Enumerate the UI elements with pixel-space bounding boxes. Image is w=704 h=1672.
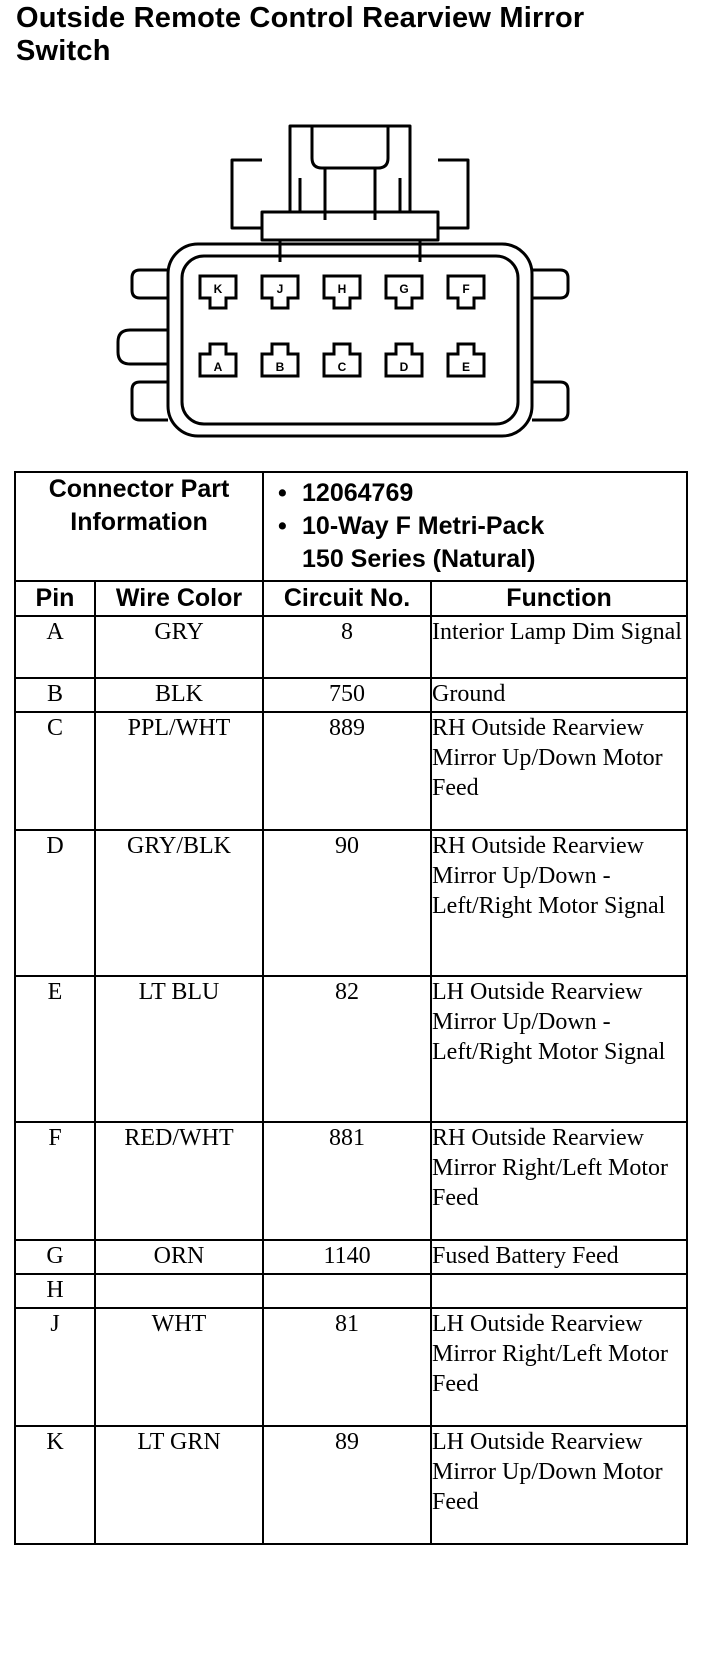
function-cell: Interior Lamp Dim Signal — [431, 616, 687, 678]
circuit-cell: 90 — [263, 830, 431, 976]
wire-color-cell: BLK — [95, 678, 263, 712]
pin-letter: H — [337, 282, 347, 296]
connector-info-row — [15, 472, 687, 581]
pin-letter: A — [213, 360, 223, 374]
wire-color-cell: WHT — [95, 1308, 263, 1426]
bottom-pin-row — [200, 344, 484, 376]
table-row — [15, 830, 687, 976]
pin-cell: B — [15, 678, 95, 712]
circuit-cell — [263, 1274, 431, 1308]
wire-color-cell — [95, 1274, 263, 1308]
table-row — [15, 678, 687, 712]
header-circuit-no: Circuit No. — [263, 581, 431, 616]
wire-color-cell: ORN — [95, 1240, 263, 1274]
table-row — [15, 1240, 687, 1274]
pin-socket-h — [324, 276, 360, 308]
circuit-cell: 8 — [263, 616, 431, 678]
circuit-cell: 750 — [263, 678, 431, 712]
pin-socket-j — [262, 276, 298, 308]
wire-color-cell: GRY/BLK — [95, 830, 263, 976]
function-cell: RH Outside Rearview Mirror Up/Down Motor Feed — [431, 712, 687, 830]
wire-color-cell: LT GRN — [95, 1426, 263, 1544]
wire-color-cell: LT BLU — [95, 976, 263, 1122]
pin-letter: E — [461, 360, 471, 374]
pin-socket-f — [448, 276, 484, 308]
column-header-row — [15, 581, 687, 616]
connector-info-label-text: Connector Part Information — [48, 475, 230, 536]
pin-letter: G — [399, 282, 409, 296]
top-pin-row — [200, 276, 484, 308]
header-wire-color: Wire Color — [95, 581, 263, 616]
pin-cell: K — [15, 1426, 95, 1544]
pin-cell: C — [15, 712, 95, 830]
pin-cell: F — [15, 1122, 95, 1240]
wire-color-cell: GRY — [95, 616, 263, 678]
function-cell: LH Outside Rearview Mirror Up/Down Motor Feed — [431, 1426, 687, 1544]
pin-letter: K — [213, 282, 223, 296]
pin-cell: A — [15, 616, 95, 678]
header-pin: Pin — [15, 581, 95, 616]
table-row — [15, 1274, 687, 1308]
function-cell: RH Outside Rearview Mirror Up/Down - Left/Right Motor Signal — [431, 830, 687, 976]
pin-socket-k — [200, 276, 236, 308]
connector-info-label — [15, 472, 263, 581]
pin-socket-b — [262, 344, 298, 376]
function-cell — [431, 1274, 687, 1308]
circuit-cell: 1140 — [263, 1240, 431, 1274]
wire-color-cell: PPL/WHT — [95, 712, 263, 830]
header-function: Function — [431, 581, 687, 616]
table-row — [15, 712, 687, 830]
circuit-cell: 889 — [263, 712, 431, 830]
pin-rows — [15, 616, 687, 1544]
pin-socket-e — [448, 344, 484, 376]
pin-cell: H — [15, 1274, 95, 1308]
pinout-table — [14, 471, 688, 1545]
connector-series: 150 Series (Natural) — [302, 545, 536, 573]
table-row — [15, 616, 687, 678]
function-cell: Fused Battery Feed — [431, 1240, 687, 1274]
circuit-cell: 81 — [263, 1308, 431, 1426]
pin-socket-c — [324, 344, 360, 376]
pin-cell: G — [15, 1240, 95, 1274]
circuit-cell: 89 — [263, 1426, 431, 1544]
circuit-cell: 82 — [263, 976, 431, 1122]
pin-socket-g — [386, 276, 422, 308]
pin-letter: B — [275, 360, 285, 374]
wire-color-cell: RED/WHT — [95, 1122, 263, 1240]
document-title: Outside Remote Control Rearview Mirror Switch — [16, 2, 585, 67]
table-row — [15, 1308, 687, 1426]
function-cell: LH Outside Rearview Mirror Up/Down - Left/Right Motor Signal — [431, 976, 687, 1122]
pin-cell: E — [15, 976, 95, 1122]
function-cell: Ground — [431, 678, 687, 712]
function-cell: LH Outside Rearview Mirror Right/Left Motor Feed — [431, 1308, 687, 1426]
pin-cell: J — [15, 1308, 95, 1426]
pin-letter: J — [276, 282, 284, 296]
pin-socket-a — [200, 344, 236, 376]
connector-info-values — [263, 472, 687, 581]
pin-letter: C — [337, 360, 347, 374]
pin-letter: F — [462, 282, 470, 296]
connector-type-text: 10-Way F Metri-Pack — [302, 512, 545, 540]
table-row — [15, 1122, 687, 1240]
function-cell: RH Outside Rearview Mirror Right/Left Motor Feed — [431, 1122, 687, 1240]
connector-type — [302, 510, 686, 576]
table-row — [15, 976, 687, 1122]
part-number: • 12064769 — [302, 477, 686, 510]
pin-letter: D — [399, 360, 409, 374]
connector-diagram — [0, 0, 704, 470]
pin-socket-d — [386, 344, 422, 376]
circuit-cell: 881 — [263, 1122, 431, 1240]
table-row — [15, 1426, 687, 1544]
pin-cell: D — [15, 830, 95, 976]
